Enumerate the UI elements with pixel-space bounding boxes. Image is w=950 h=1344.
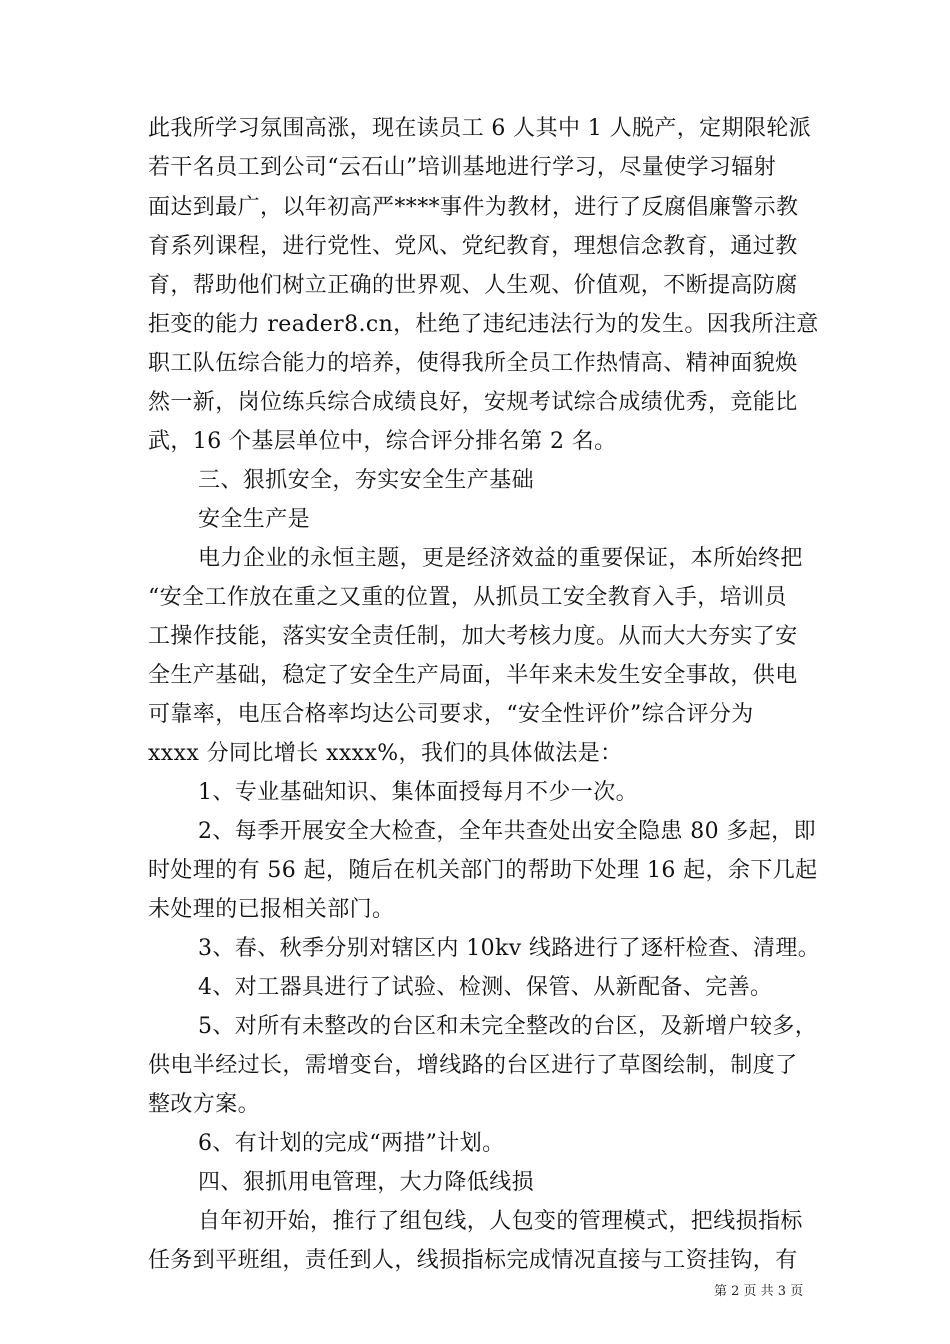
list-item: 3、春、秋季分别对辖区内 10kv 线路进行了逐杆检查、清理。 bbox=[198, 936, 821, 961]
text-line: 安全生产是 bbox=[198, 507, 311, 532]
section-heading: 三、狠抓安全，夯实安全生产基础 bbox=[198, 468, 535, 493]
text-line: 职工队伍综合能力的培养，使得我所全员工作热情高、精神面貌焕 bbox=[148, 351, 798, 376]
text-line: 全生产基础，稳定了安全生产局面，半年来未发生安全事故，供电 bbox=[148, 663, 798, 688]
text-line: 时处理的有 56 起，随后在机关部门的帮助下处理 16 起，余下几起 bbox=[148, 858, 818, 883]
text-line: 育，帮助他们树立正确的世界观、人生观、价值观，不断提高防腐 bbox=[148, 273, 798, 298]
text-line: 然一新，岗位练兵综合成绩良好，安规考试综合成绩优秀，竞能比 bbox=[148, 390, 798, 415]
text-line: xxxx 分同比增长 xxxx%，我们的具体做法是： bbox=[148, 741, 623, 766]
text-line: 整改方案。 bbox=[148, 1092, 261, 1117]
text-line: “安全工作放在重之又重的位置，从抓员工安全教育入手，培训员 bbox=[148, 585, 787, 610]
text-line: 任务到平班组，责任到人，线损指标完成情况直接与工资挂钩，有 bbox=[148, 1248, 798, 1273]
text-line: 拒变的能力 reader8.cn，杜绝了违纪违法行为的发生。因我所注意 bbox=[148, 312, 819, 337]
list-item: 4、对工器具进行了试验、检测、保管、从新配备、完善。 bbox=[198, 975, 773, 1000]
list-item: 1、专业基础知识、集体面授每月不少一次。 bbox=[198, 780, 638, 805]
text-line: 可靠率，电压合格率均达公司要求，“安全性评价”综合评分为 bbox=[148, 702, 754, 727]
text-line: 武，16 个基层单位中，综合评分排名第 2 名。 bbox=[148, 429, 617, 454]
text-line: 未处理的已报相关部门。 bbox=[148, 897, 395, 922]
text-line: 供电半经过长，需增变台，增线路的台区进行了草图绘制，制度了 bbox=[148, 1053, 798, 1078]
section-heading: 四、狠抓用电管理，大力降低线损 bbox=[198, 1170, 535, 1195]
list-item: 6、有计划的完成“两措”计划。 bbox=[198, 1131, 505, 1156]
text-line: 工操作技能，落实安全责任制，加大考核力度。从而大大夯实了安 bbox=[148, 624, 798, 649]
list-item: 2、每季开展安全大检查，全年共查处出安全隐患 80 多起，即 bbox=[198, 819, 816, 844]
text-line: 若干名员工到公司“云石山”培训基地进行学习，尽量使学习辐射 bbox=[148, 155, 777, 180]
list-item: 5、对所有未整改的台区和未完全整改的台区，及新增户较多， bbox=[198, 1014, 818, 1039]
page-number: 第 2 页 共 3 页 bbox=[714, 1284, 804, 1299]
text-line: 自年初开始，推行了组包线，人包变的管理模式，把线损指标 bbox=[198, 1209, 803, 1234]
text-line: 此我所学习氛围高涨，现在读员工 6 人其中 1 人脱产，定期限轮派 bbox=[148, 116, 812, 141]
text-line: 面达到最广，以年初高严****事件为教材，进行了反腐倡廉警示教 bbox=[148, 195, 799, 220]
text-line: 育系列课程，进行党性、党风、党纪教育，理想信念教育，通过教 bbox=[148, 234, 798, 259]
text-line: 电力企业的永恒主题，更是经济效益的重要保证，本所始终把 bbox=[198, 546, 803, 571]
